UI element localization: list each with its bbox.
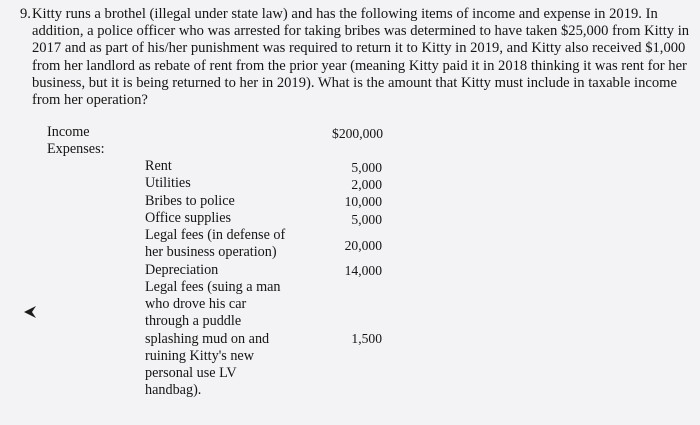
expense-item-legal-fees-suing: Legal fees (suing a man who drove his car through a puddle splashing mud on and ruining Kitty's new personal use LV handbag). — [145, 279, 281, 399]
expense-item-bribes: Bribes to police — [145, 193, 235, 209]
question-number: 9. — [20, 6, 31, 22]
expenses-label: Expenses: — [47, 141, 105, 157]
expense-item-office-supplies: Office supplies — [145, 210, 232, 226]
expense-amount-depreciation: 14,000 — [344, 263, 382, 278]
expense-item-utilities: Utilities — [145, 175, 191, 191]
expense-item-depreciation: Depreciation — [145, 262, 219, 278]
expense-amount-legal-fees-defense: 20,000 — [344, 238, 382, 253]
expense-amount-bribes: 10,000 — [344, 194, 382, 209]
expense-amount-utilities: 2,000 — [351, 177, 382, 192]
question-text: Kitty runs a brothel (illegal under state law) and has the following items of income and expense in 2019. In addition, a police officer who was arrested for taking bribes was determined to have taken $25,000 from Kitty in 2017 and as part of his/her punishment was required to return it to Kitty in 2019, and Kitty also received $1,000 from her landlord as rebate of rent from the prior year (meaning Kitty paid it in 2018 thinking it was rent for her business, but it is being returned to her in 2019). What is the amount that Kitty must include in taxable income from her operation? — [32, 6, 690, 109]
expense-amount-office-supplies: 5,000 — [351, 212, 382, 227]
expense-item-legal-fees-defense: Legal fees (in defense of her business operation) — [145, 227, 286, 261]
expense-amount-rent: 5,000 — [351, 160, 382, 175]
expense-amount-legal-fees-suing: 1,500 — [351, 331, 382, 346]
income-label: Income — [47, 124, 90, 140]
arrow-pointer-icon — [23, 305, 37, 319]
income-amount: $200,000 — [332, 126, 383, 141]
expense-item-rent: Rent — [145, 158, 172, 174]
